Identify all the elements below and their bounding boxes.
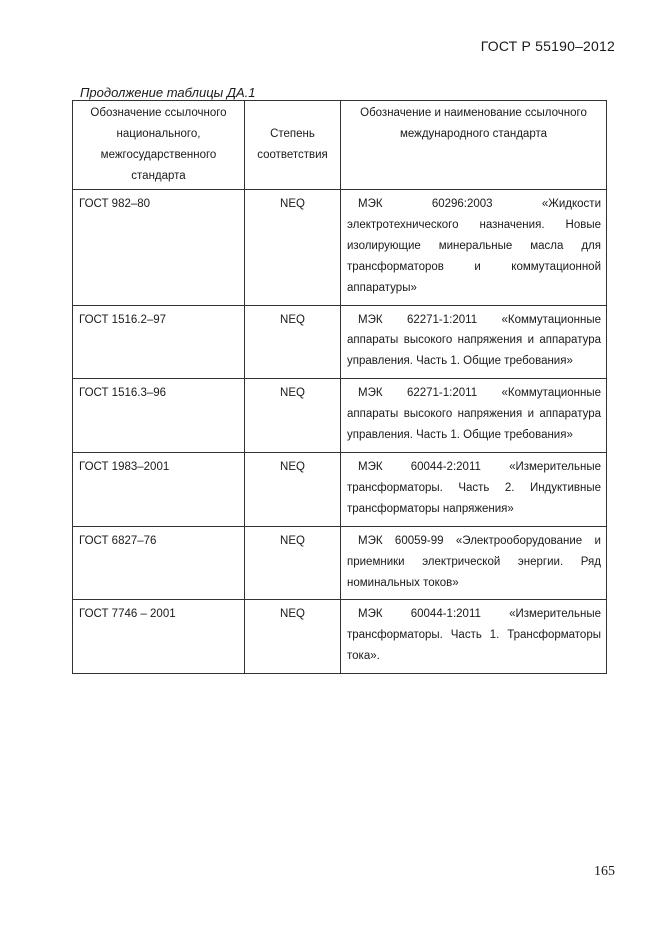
national-standard-cell: ГОСТ 1983–2001 — [73, 452, 245, 526]
table-row — [73, 305, 607, 379]
degree-cell: NEQ — [245, 305, 341, 379]
table-row — [73, 452, 607, 526]
table-caption: Продолжение таблицы ДА.1 — [80, 85, 256, 100]
international-standard-cell: МЭК 62271-1:2011 «Коммутационные аппараты высокого напряжения и аппаратура управления. Часть 1. Общие требования» — [341, 379, 607, 453]
degree-cell: NEQ — [245, 600, 341, 674]
column-header-international: Обозначение и наименование ссылочного международного стандарта — [341, 101, 607, 190]
degree-cell: NEQ — [245, 452, 341, 526]
national-standard-cell: ГОСТ 7746 – 2001 — [73, 600, 245, 674]
international-standard-cell: МЭК 62271-1:2011 «Коммутационные аппараты высокого напряжения и аппаратура управления. Часть 1. Общие требования» — [341, 305, 607, 379]
international-standard-cell: МЭК 60296:2003 «Жидкости электротехнического назначения. Новые изолирующие минеральные масла для трансформаторов и коммутационной аппаратуры» — [341, 190, 607, 306]
national-standard-cell: ГОСТ 6827–76 — [73, 526, 245, 600]
reference-standards-table — [72, 100, 607, 674]
column-header-degree: Степень соответствия — [245, 101, 341, 190]
national-standard-cell: ГОСТ 1516.3–96 — [73, 379, 245, 453]
table-header-row — [73, 101, 607, 190]
international-standard-cell: МЭК 60059-99 «Электрооборудование и приемники электрической энергии. Ряд номинальных токов» — [341, 526, 607, 600]
international-standard-cell: МЭК 60044-1:2011 «Измерительные трансформаторы. Часть 1. Трансформаторы тока». — [341, 600, 607, 674]
column-header-national: Обозначение ссылочного национального, межгосударственного стандарта — [73, 101, 245, 190]
table-row — [73, 600, 607, 674]
document-code: ГОСТ Р 55190–2012 — [480, 38, 615, 54]
table-row — [73, 190, 607, 306]
degree-cell: NEQ — [245, 526, 341, 600]
national-standard-cell: ГОСТ 982–80 — [73, 190, 245, 306]
table-row — [73, 379, 607, 453]
page-number: 165 — [594, 864, 615, 879]
national-standard-cell: ГОСТ 1516.2–97 — [73, 305, 245, 379]
degree-cell: NEQ — [245, 190, 341, 306]
international-standard-cell: МЭК 60044-2:2011 «Измерительные трансформаторы. Часть 2. Индуктивные трансформаторы напряжения» — [341, 452, 607, 526]
degree-cell: NEQ — [245, 379, 341, 453]
table-row — [73, 526, 607, 600]
